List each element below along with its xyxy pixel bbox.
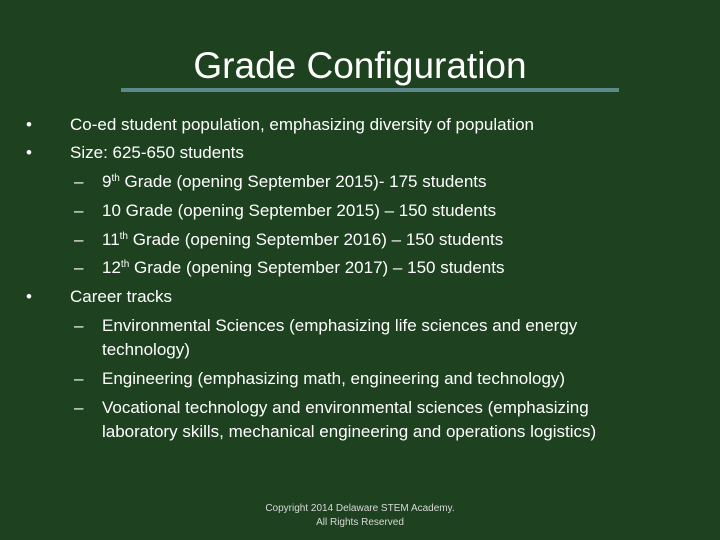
- sub-bullet-11th-grade: [102, 230, 503, 250]
- rights-reserved-line: All Rights Reserved: [316, 517, 404, 528]
- sub-bullet-environmental-sciences-cont: technology): [102, 340, 190, 359]
- title-underline: [121, 88, 619, 92]
- sub-bullet-marker: –: [74, 172, 84, 191]
- sub-bullet-marker: –: [74, 316, 84, 335]
- sub-bullet-marker: –: [74, 398, 84, 417]
- bullet-marker: •: [26, 287, 32, 306]
- sub-bullet-12th-grade: [102, 258, 504, 278]
- grade-detail: Grade (opening September 2017) – 150 students: [129, 258, 505, 277]
- grade-suffix: th: [119, 231, 128, 242]
- sub-bullet-marker: –: [74, 201, 84, 220]
- bullet-text-career-tracks: Career tracks: [70, 287, 173, 306]
- sub-bullet-marker: –: [74, 258, 84, 277]
- grade-suffix: th: [120, 259, 130, 270]
- grade-detail: Grade (opening September 2015)- 175 students: [119, 172, 487, 191]
- bullet-marker: •: [26, 115, 32, 134]
- sub-bullet-engineering: Engineering (emphasizing math, engineering and technology): [102, 369, 566, 388]
- sub-bullet-vocational-technology-cont: laboratory skills, mechanical engineering and operations logistics): [102, 422, 597, 441]
- sub-bullet-9th-grade: [102, 172, 487, 192]
- grade-suffix: th: [111, 173, 120, 184]
- sub-bullet-vocational-technology: Vocational technology and environmental sciences (emphasizing: [102, 398, 589, 417]
- sub-bullet-environmental-sciences: Environmental Sciences (emphasizing life sciences and energy: [102, 316, 578, 335]
- sub-bullet-10th-grade: 10 Grade (opening September 2015) – 150 students: [102, 201, 497, 220]
- bullet-text-size: Size: 625-650 students: [70, 143, 244, 162]
- grade-number: 12: [102, 258, 121, 277]
- sub-bullet-marker: –: [74, 369, 84, 388]
- sub-bullet-marker: –: [74, 230, 84, 249]
- copyright-line: Copyright 2014 Delaware STEM Academy.: [265, 503, 455, 514]
- grade-number: 9: [102, 172, 112, 191]
- grade-detail: Grade (opening September 2016) – 150 students: [128, 230, 504, 249]
- slide-title: Grade Configuration: [193, 45, 527, 86]
- grade-number: 11: [102, 230, 120, 249]
- bullet-text-student-population: Co-ed student population, emphasizing diversity of population: [70, 115, 535, 134]
- bullet-marker: •: [26, 143, 32, 162]
